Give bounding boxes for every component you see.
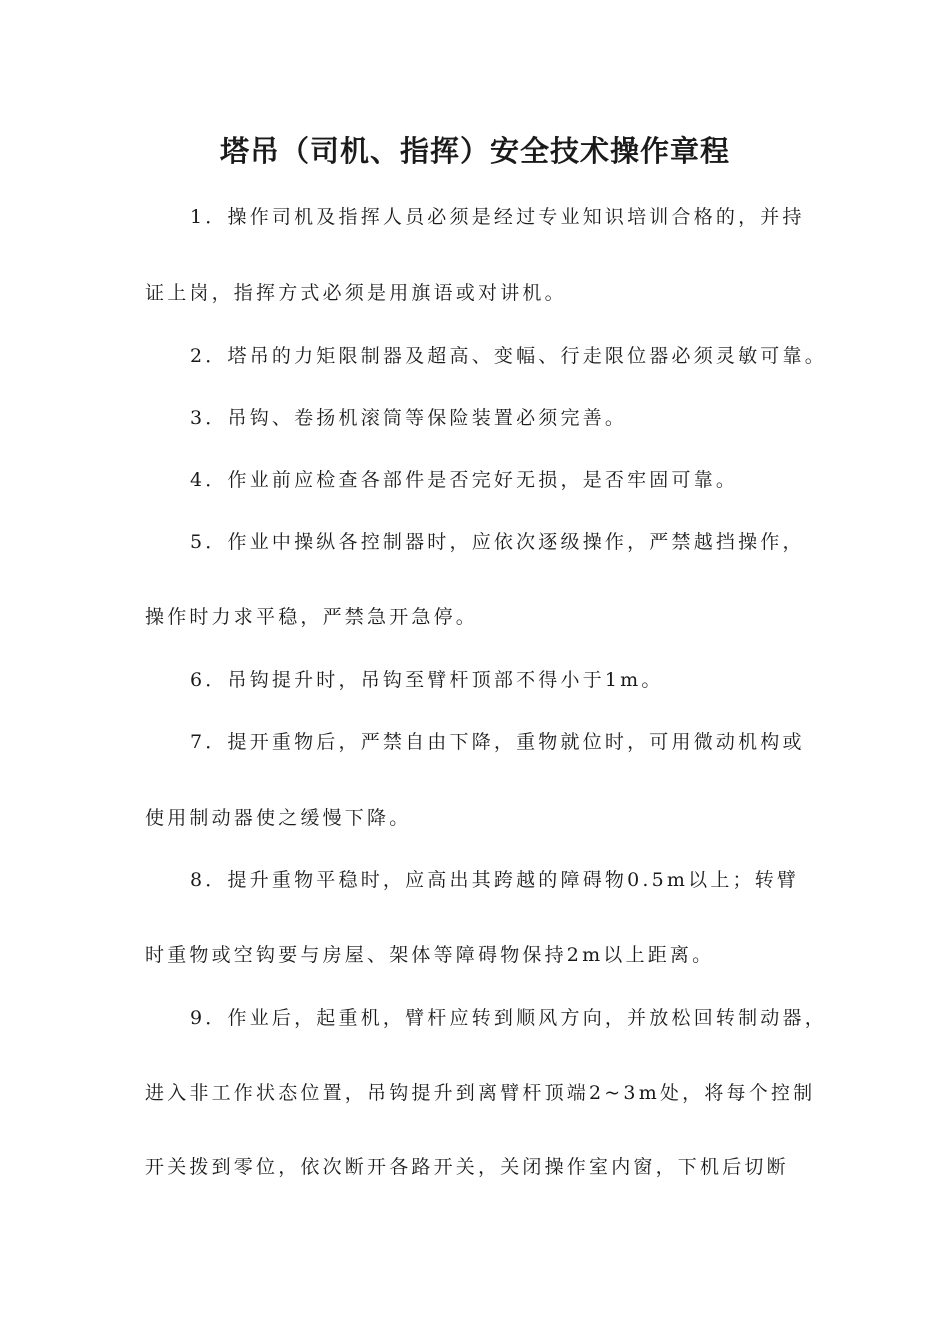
rule-8-line-1: 8．提升重物平稳时，应高出其跨越的障碍物0.5m以上；转臂 <box>190 869 800 891</box>
rule-4-line-1: 4．作业前应检查各部件是否完好无损，是否牢固可靠。 <box>190 469 739 491</box>
rule-2-line-1: 2．塔吊的力矩限制器及超高、变幅、行走限位器必须灵敏可靠。 <box>190 345 827 367</box>
rule-1-line-2: 证上岗，指挥方式必须是用旗语或对讲机。 <box>145 282 567 304</box>
rule-5-line-2: 操作时力求平稳，严禁急开急停。 <box>145 606 479 628</box>
rule-6-line-1: 6．吊钩提升时，吊钩至臂杆顶部不得小于1m。 <box>190 669 664 691</box>
document-title: 塔吊（司机、指挥）安全技术操作章程 <box>219 134 730 168</box>
rule-9-line-1: 9．作业后，起重机，臂杆应转到顺风方向，并放松回转制动器， <box>190 1007 827 1029</box>
rule-3-line-1: 3．吊钩、卷扬机滚筒等保险装置必须完善。 <box>190 407 628 429</box>
rule-9-line-3: 开关拨到零位，依次断开各路开关，关闭操作室内窗，下机后切断 <box>145 1156 789 1178</box>
rule-7-line-2: 使用制动器使之缓慢下降。 <box>145 807 412 829</box>
rule-1-line-1: 1．操作司机及指挥人员必须是经过专业知识培训合格的，并持 <box>190 206 805 228</box>
rule-5-line-1: 5．作业中操纵各控制器时，应依次逐级操作，严禁越挡操作， <box>190 531 805 553</box>
rule-9-line-2: 进入非工作状态位置，吊钩提升到离臂杆顶端2~3m处，将每个控制 <box>145 1082 816 1104</box>
rule-7-line-1: 7．提开重物后，严禁自由下降，重物就位时，可用微动机构或 <box>190 731 805 753</box>
rule-8-line-2: 时重物或空钩要与房屋、架体等障碍物保持2m以上距离。 <box>145 944 715 966</box>
